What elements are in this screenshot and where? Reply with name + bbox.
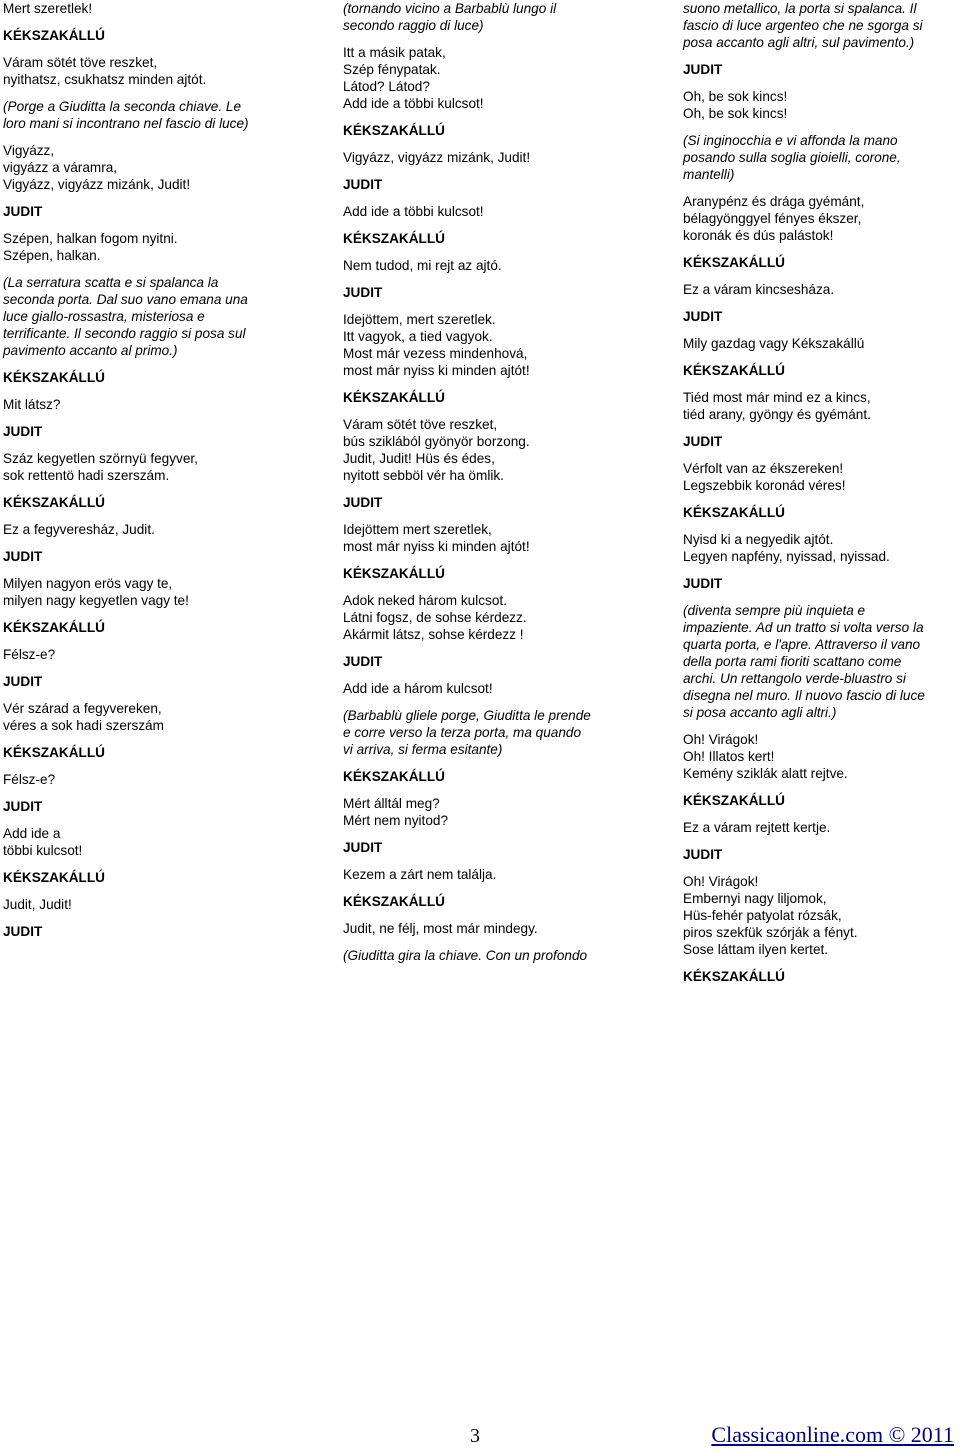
- text-line: Akármit látsz, sohse kérdezz !: [343, 627, 524, 642]
- lyric-text: [343, 257, 643, 274]
- text-line: Vér szárad a fegyvereken,: [3, 701, 162, 716]
- lyric-text: [3, 646, 303, 663]
- text-line: JUDIT: [343, 495, 383, 510]
- text-line: Kezem a zárt nem találja.: [343, 867, 497, 882]
- text-line: vigyázz a váramra,: [3, 160, 118, 175]
- text-line: e corre verso la terza porta, ma quando: [343, 725, 582, 740]
- text-line: luce giallo-rossastra, misteriosa e: [3, 309, 205, 324]
- speaker-name: [683, 433, 960, 450]
- text-line: JUDIT: [343, 654, 383, 669]
- lyric-text: [3, 521, 303, 538]
- text-line: Legszebbik koronád véres!: [683, 478, 846, 493]
- text-line: secondo raggio di luce): [343, 18, 484, 33]
- text-line: JUDIT: [3, 924, 43, 939]
- text-column-1: [3, 0, 303, 940]
- text-line: KÉKSZAKÁLLÚ: [3, 495, 105, 510]
- text-line: Nem tudod, mi rejt az ajtó.: [343, 258, 502, 273]
- speaker-name: [3, 923, 303, 940]
- lyric-text: [683, 873, 960, 958]
- text-line: KÉKSZAKÁLLÚ: [343, 566, 445, 581]
- text-line: (Giuditta gira la chiave. Con un profondo: [343, 948, 588, 963]
- text-line: sok rettentö hadi szerszám.: [3, 468, 170, 483]
- text-line: Oh! Virágok!: [683, 732, 759, 747]
- text-line: KÉKSZAKÁLLÚ: [343, 390, 445, 405]
- lyric-text: [3, 771, 303, 788]
- text-line: Legyen napfény, nyissad, nyissad.: [683, 549, 890, 564]
- text-line: quarta porta, e l'apre. Attraverso il vano: [683, 637, 921, 652]
- lyric-text: [683, 389, 960, 423]
- speaker-name: [683, 792, 960, 809]
- text-line: Add ide a három kulcsot!: [343, 681, 493, 696]
- text-line: terrificante. Il secondo raggio si posa sul: [3, 326, 246, 341]
- lyric-text: [3, 575, 303, 609]
- lyric-text: [343, 203, 643, 220]
- text-line: posando sulla soglia gioielli, corone,: [683, 150, 901, 165]
- text-line: posa accanto agli altri, sul pavimento.): [683, 35, 915, 50]
- speaker-name: [683, 254, 960, 271]
- text-line: bús sziklából gyönyör borzong.: [343, 434, 530, 449]
- speaker-name: [683, 846, 960, 863]
- text-line: Add ide a többi kulcsot!: [343, 204, 484, 219]
- text-line: koronák és dús palástok!: [683, 228, 834, 243]
- lyric-text: [683, 281, 960, 298]
- text-line: KÉKSZAKÁLLÚ: [343, 769, 445, 784]
- text-line: JUDIT: [683, 309, 723, 324]
- speaker-name: [343, 389, 643, 406]
- speaker-name: [3, 798, 303, 815]
- speaker-name: [343, 230, 643, 247]
- speaker-name: [683, 575, 960, 592]
- lyric-text: [3, 230, 303, 264]
- text-line: Adok neked három kulcsot.: [343, 593, 507, 608]
- text-line: többi kulcsot!: [3, 843, 83, 858]
- lyric-text: [683, 335, 960, 352]
- lyric-text: [683, 819, 960, 836]
- speaker-name: [343, 176, 643, 193]
- text-line: KÉKSZAKÁLLÚ: [683, 969, 785, 984]
- text-line: si posa accanto agli altri.): [683, 705, 837, 720]
- lyric-text: [343, 44, 643, 112]
- text-line: milyen nagy kegyetlen vagy te!: [3, 593, 189, 608]
- text-line: Mért nem nyitod?: [343, 813, 449, 828]
- text-line: Mit látsz?: [3, 397, 61, 412]
- speaker-name: [683, 308, 960, 325]
- text-line: Szépen, halkan.: [3, 248, 101, 263]
- speaker-name: [683, 504, 960, 521]
- text-line: piros szekfük szórják a fényt.: [683, 925, 858, 940]
- lyric-text: [3, 54, 303, 88]
- speaker-name: [3, 673, 303, 690]
- text-line: Mert szeretlek!: [3, 1, 93, 16]
- text-line: JUDIT: [3, 674, 43, 689]
- text-line: Vigyázz, vigyázz mizánk, Judit!: [3, 177, 191, 192]
- text-line: seconda porta. Dal suo vano emana una: [3, 292, 248, 307]
- stage-direction: [683, 132, 960, 183]
- text-line: Mily gazdag vagy Kékszakállú: [683, 336, 865, 351]
- speaker-name: [343, 122, 643, 139]
- text-line: KÉKSZAKÁLLÚ: [3, 745, 105, 760]
- stage-direction: [343, 947, 643, 964]
- text-line: Judit, Judit!: [3, 897, 72, 912]
- text-line: Judit, Judit! Hüs és édes,: [343, 451, 495, 466]
- speaker-name: [3, 619, 303, 636]
- lyric-text: [3, 396, 303, 413]
- text-line: KÉKSZAKÁLLÚ: [683, 505, 785, 520]
- lyric-text: [343, 592, 643, 643]
- lyric-text: [343, 795, 643, 829]
- speaker-name: [343, 284, 643, 301]
- lyric-text: [343, 920, 643, 937]
- text-line: (tornando vicino a Barbablù lungo il: [343, 1, 557, 16]
- speaker-name: [343, 653, 643, 670]
- text-line: nyitott sebböl vér ha ömlik.: [343, 468, 504, 483]
- lyric-text: [683, 531, 960, 565]
- lyric-text: [343, 311, 643, 379]
- speaker-name: [3, 27, 303, 44]
- text-line: JUDIT: [683, 847, 723, 862]
- speaker-name: [3, 423, 303, 440]
- text-column-3: [683, 0, 960, 985]
- text-line: disegna nel muro. Il nuovo fascio di luce: [683, 688, 925, 703]
- lyric-text: [3, 825, 303, 859]
- text-line: Mért álltál meg?: [343, 796, 440, 811]
- lyric-text: [343, 416, 643, 484]
- text-line: Most már vezess mindenhová,: [343, 346, 528, 361]
- text-line: suono metallico, la porta si spalanca. Il: [683, 1, 917, 16]
- text-line: Nyisd ki a negyedik ajtót.: [683, 532, 834, 547]
- text-line: (Porge a Giuditta la seconda chiave. Le: [3, 99, 242, 114]
- text-line: Add ide a: [3, 826, 61, 841]
- speaker-name: [3, 203, 303, 220]
- text-line: KÉKSZAKÁLLÚ: [343, 231, 445, 246]
- text-line: Vigyázz, vigyázz mizánk, Judit!: [343, 150, 531, 165]
- text-line: Váram sötét töve reszket,: [3, 55, 158, 70]
- text-line: JUDIT: [343, 285, 383, 300]
- text-line: Milyen nagyon erös vagy te,: [3, 576, 173, 591]
- text-line: bélagyönggyel fényes ékszer,: [683, 211, 862, 226]
- speaker-name: [343, 768, 643, 785]
- text-line: KÉKSZAKÁLLÚ: [3, 620, 105, 635]
- text-column-2: [343, 0, 643, 964]
- text-line: KÉKSZAKÁLLÚ: [3, 870, 105, 885]
- text-line: fascio di luce argenteo che ne sgorga si: [683, 18, 923, 33]
- text-line: vi arriva, si ferma esitante): [343, 742, 503, 757]
- text-line: KÉKSZAKÁLLÚ: [343, 894, 445, 909]
- text-line: nyithatsz, csukhatsz minden ajtót.: [3, 72, 207, 87]
- text-line: mantelli): [683, 167, 735, 182]
- text-line: JUDIT: [343, 177, 383, 192]
- text-line: JUDIT: [343, 840, 383, 855]
- stage-direction: [3, 98, 303, 132]
- text-line: Oh! Virágok!: [683, 874, 759, 889]
- text-line: Ez a váram kincsesháza.: [683, 282, 835, 297]
- text-line: JUDIT: [3, 549, 43, 564]
- text-line: Félsz-e?: [3, 772, 56, 787]
- text-line: KÉKSZAKÁLLÚ: [683, 363, 785, 378]
- speaker-name: [3, 744, 303, 761]
- text-line: Embernyi nagy liljomok,: [683, 891, 827, 906]
- text-line: Oh! Illatos kert!: [683, 749, 775, 764]
- lyric-text: [3, 896, 303, 913]
- text-line: della porta rami fioriti scattano come: [683, 654, 902, 669]
- text-line: JUDIT: [3, 424, 43, 439]
- stage-direction: [683, 602, 960, 721]
- lyric-text: [343, 866, 643, 883]
- text-line: (diventa sempre più inquieta e: [683, 603, 866, 618]
- text-line: KÉKSZAKÁLLÚ: [343, 123, 445, 138]
- lyric-text: [3, 0, 303, 17]
- text-line: most már nyiss ki minden ajtót!: [343, 539, 530, 554]
- text-line: véres a sok hadi szerszám: [3, 718, 164, 733]
- text-line: Idejöttem, mert szeretlek.: [343, 312, 496, 327]
- text-line: most már nyiss ki minden ajtót!: [343, 363, 530, 378]
- speaker-name: [343, 565, 643, 582]
- text-line: Ez a fegyveresház, Judit.: [3, 522, 155, 537]
- text-line: (La serratura scatta e si spalanca la: [3, 275, 219, 290]
- lyric-text: [3, 700, 303, 734]
- text-line: JUDIT: [683, 62, 723, 77]
- speaker-name: [3, 369, 303, 386]
- text-line: Szép fénypatak.: [343, 62, 441, 77]
- text-line: (Si inginocchia e vi affonda la mano: [683, 133, 898, 148]
- text-line: loro mani si incontrano nel fascio di luce): [3, 116, 249, 131]
- text-line: Add ide a többi kulcsot!: [343, 96, 484, 111]
- lyric-text: [683, 88, 960, 122]
- text-line: Itt a másik patak,: [343, 45, 446, 60]
- text-line: Idejöttem mert szeretlek,: [343, 522, 492, 537]
- text-line: Judit, ne félj, most már mindegy.: [343, 921, 538, 936]
- text-line: Aranypénz és drága gyémánt,: [683, 194, 865, 209]
- lyric-text: [343, 680, 643, 697]
- lyric-text: [683, 460, 960, 494]
- text-line: KÉKSZAKÁLLÚ: [683, 255, 785, 270]
- speaker-name: [683, 968, 960, 985]
- speaker-name: [343, 839, 643, 856]
- text-line: tiéd arany, gyöngy és gyémánt.: [683, 407, 871, 422]
- speaker-name: [3, 494, 303, 511]
- text-line: JUDIT: [3, 799, 43, 814]
- page-number: 3: [470, 1425, 480, 1447]
- lyric-text: [343, 149, 643, 166]
- text-line: Félsz-e?: [3, 647, 56, 662]
- site-link[interactable]: Classicaonline.com © 2011: [711, 1422, 954, 1447]
- stage-direction: [3, 274, 303, 359]
- text-line: Látni fogsz, de sohse kérdezz.: [343, 610, 527, 625]
- speaker-name: [3, 869, 303, 886]
- text-line: JUDIT: [683, 576, 723, 591]
- lyric-text: [343, 521, 643, 555]
- text-line: JUDIT: [683, 434, 723, 449]
- text-line: pavimento accanto al primo.): [3, 343, 178, 358]
- speaker-name: [683, 61, 960, 78]
- text-line: Oh, be sok kincs!: [683, 89, 788, 104]
- text-line: Oh, be sok kincs!: [683, 106, 788, 121]
- text-line: Tiéd most már mind ez a kincs,: [683, 390, 871, 405]
- text-line: Kemény sziklák alatt rejtve.: [683, 766, 848, 781]
- text-line: Vigyázz,: [3, 143, 55, 158]
- lyric-text: [683, 193, 960, 244]
- lyric-text: [3, 142, 303, 193]
- stage-direction: [683, 0, 960, 51]
- text-line: KÉKSZAKÁLLÚ: [3, 370, 105, 385]
- text-line: Sose láttam ilyen kertet.: [683, 942, 829, 957]
- text-line: Itt vagyok, a tied vagyok.: [343, 329, 493, 344]
- stage-direction: [343, 707, 643, 758]
- text-line: JUDIT: [3, 204, 43, 219]
- text-line: (Barbablù gliele porge, Giuditta le prende: [343, 708, 591, 723]
- text-line: Hüs-fehér patyolat rózsák,: [683, 908, 842, 923]
- lyric-text: [683, 731, 960, 782]
- speaker-name: [3, 548, 303, 565]
- lyric-text: [3, 450, 303, 484]
- speaker-name: [343, 893, 643, 910]
- text-line: Látod? Látod?: [343, 79, 430, 94]
- text-line: impaziente. Ad un tratto si volta verso la: [683, 620, 924, 635]
- text-line: Szépen, halkan fogom nyitni.: [3, 231, 178, 246]
- text-line: Váram sötét töve reszket,: [343, 417, 498, 432]
- text-line: archi. Un rettangolo verde-bluastro si: [683, 671, 906, 686]
- speaker-name: [343, 494, 643, 511]
- text-line: KÉKSZAKÁLLÚ: [683, 793, 785, 808]
- text-line: Vérfolt van az ékszereken!: [683, 461, 844, 476]
- stage-direction: [343, 0, 643, 34]
- speaker-name: [683, 362, 960, 379]
- text-line: KÉKSZAKÁLLÚ: [3, 28, 105, 43]
- text-line: Ez a váram rejtett kertje.: [683, 820, 831, 835]
- text-line: Száz kegyetlen szörnyü fegyver,: [3, 451, 198, 466]
